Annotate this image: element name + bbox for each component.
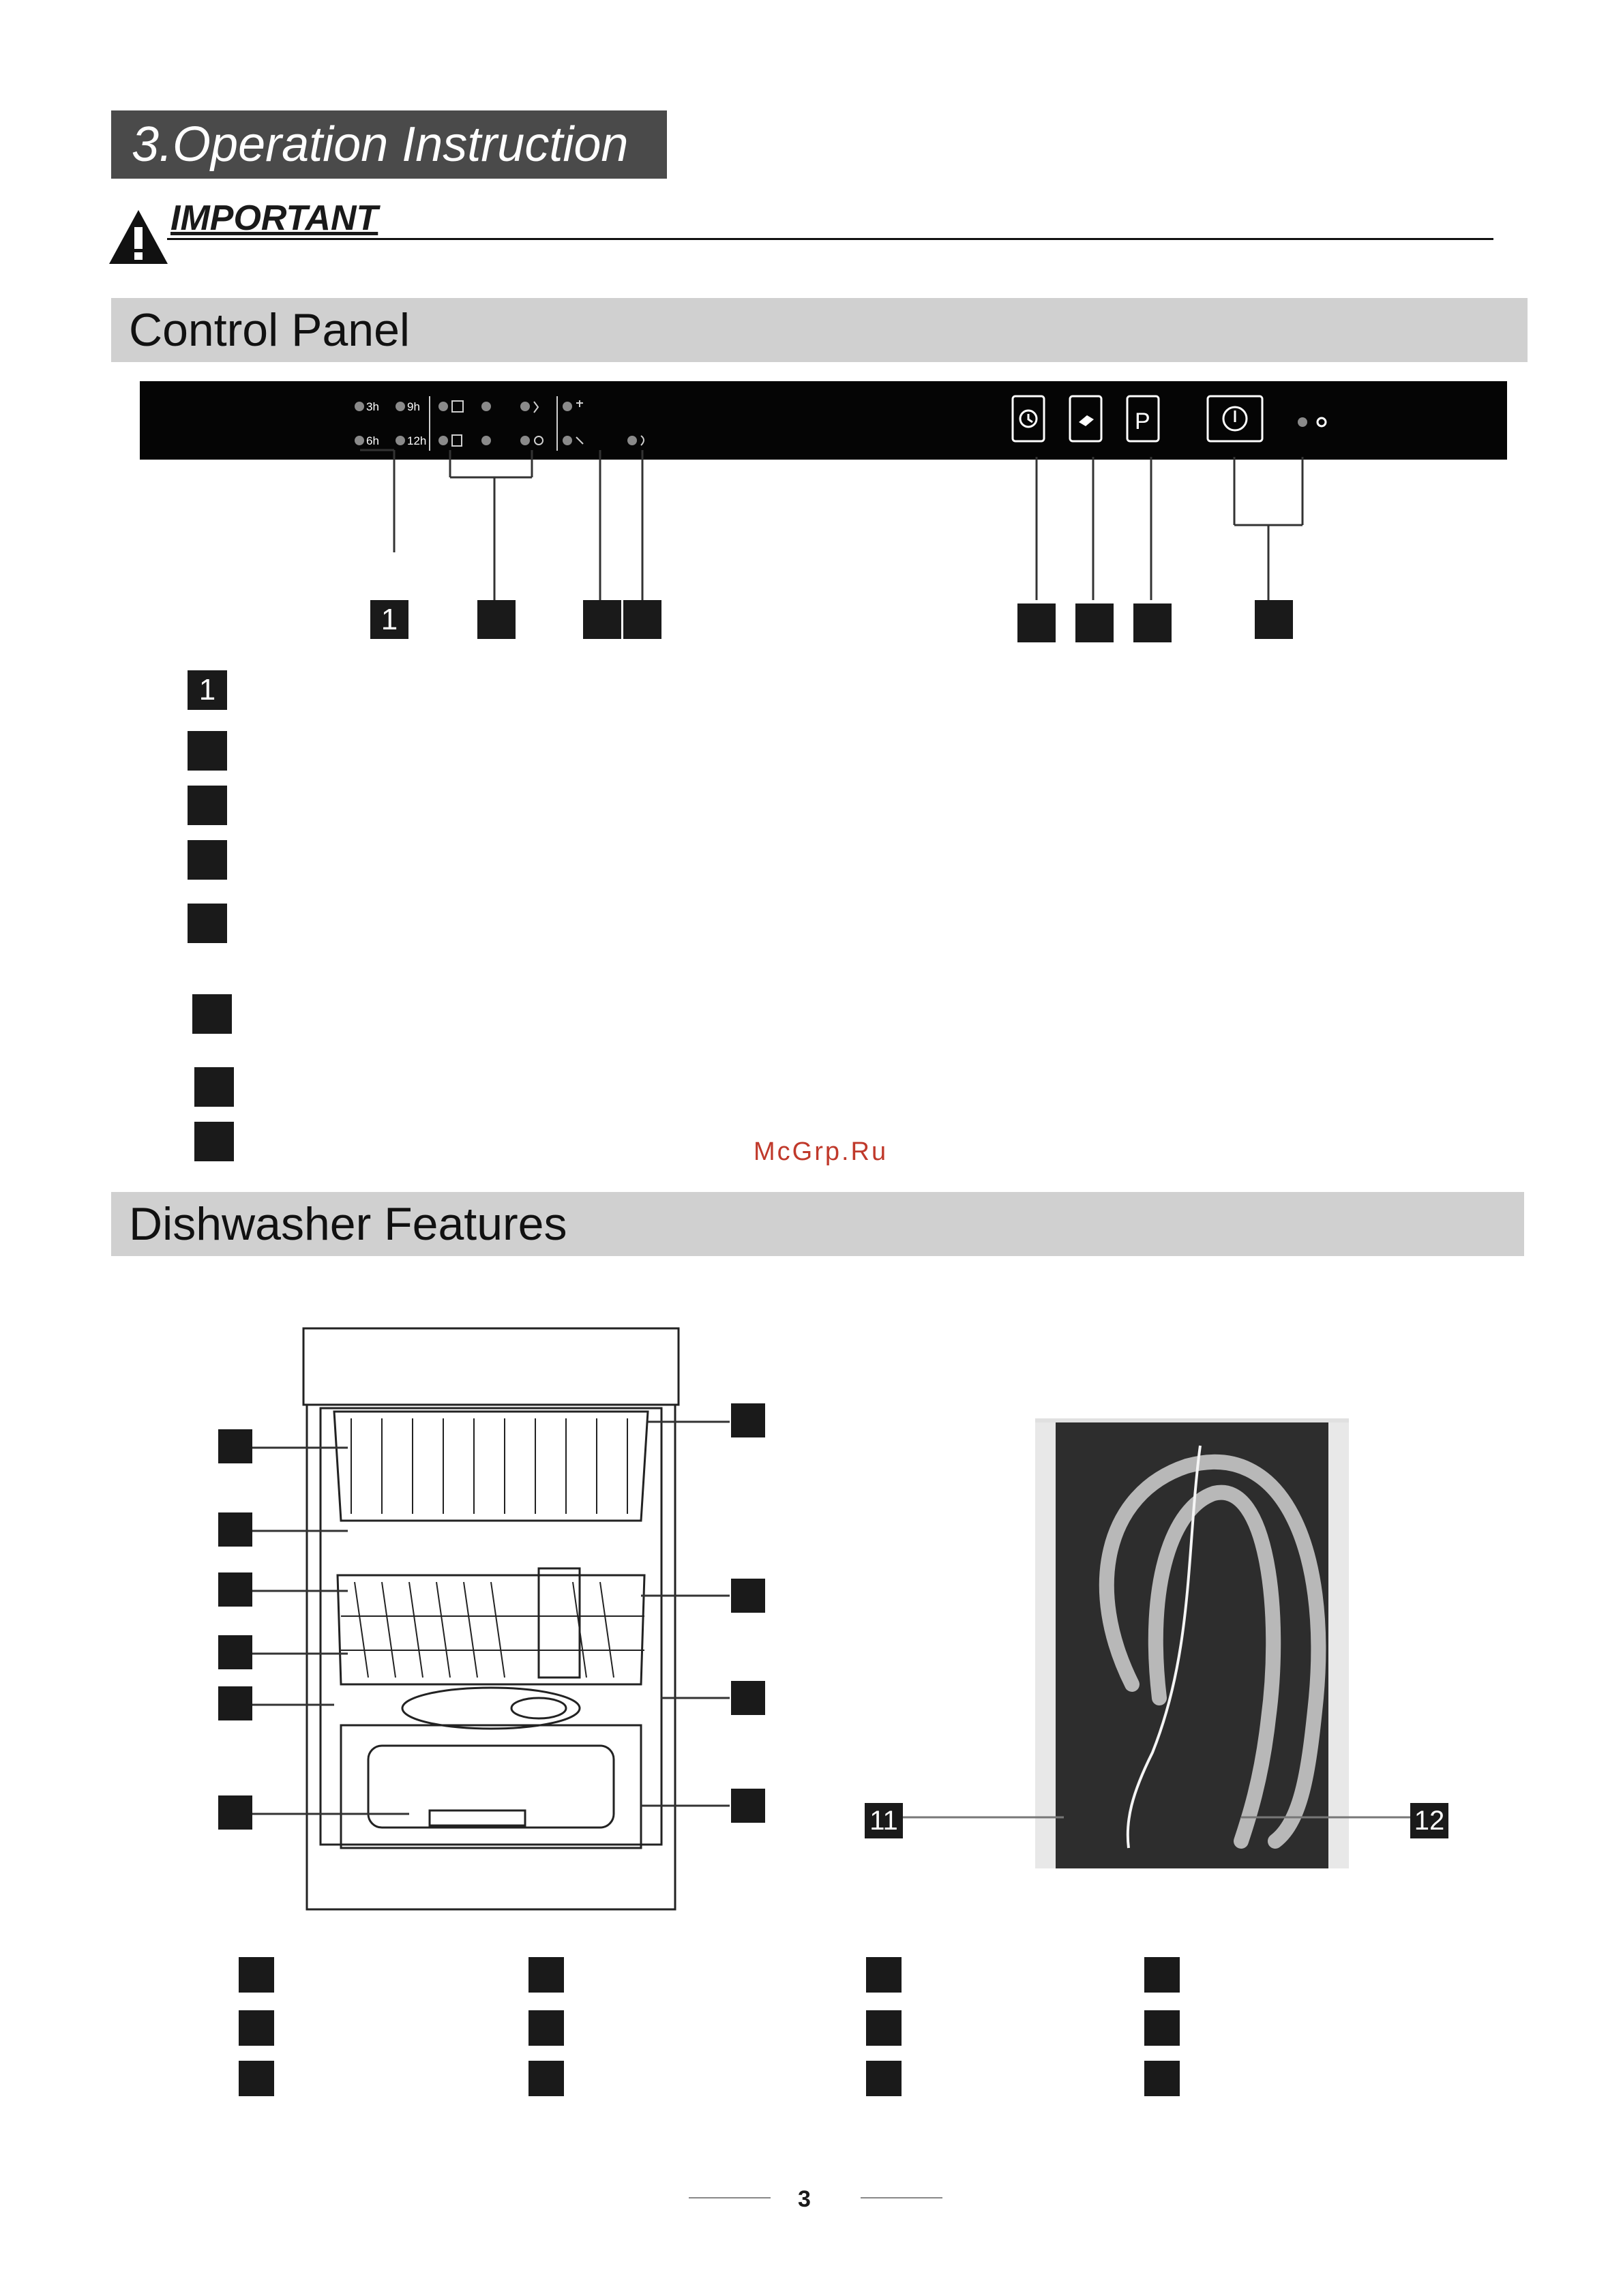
delay-12h-label: 12h bbox=[407, 434, 427, 447]
feature-legend-box bbox=[866, 1957, 902, 1993]
control-panel-callouts bbox=[0, 416, 1623, 648]
callout-box bbox=[1255, 600, 1293, 639]
delay-9h-label: 9h bbox=[407, 400, 420, 413]
watermark: McGrp.Ru bbox=[754, 1137, 889, 1166]
feature-callout-box bbox=[218, 1512, 252, 1547]
feature-legend-box bbox=[239, 2010, 274, 2046]
feature-callout-box bbox=[218, 1572, 252, 1607]
feature-legend-box bbox=[239, 1957, 274, 1993]
feature-legend-box bbox=[1144, 2010, 1180, 2046]
program-button-label: P bbox=[1135, 408, 1150, 434]
important-underline bbox=[167, 238, 1493, 240]
callout-box bbox=[1133, 603, 1172, 642]
callout-box-12: 12 bbox=[1410, 1803, 1448, 1838]
feature-callout-box bbox=[731, 1681, 765, 1715]
callout-box bbox=[1075, 603, 1114, 642]
callout-box bbox=[477, 600, 516, 639]
feature-legend-box bbox=[239, 2061, 274, 2096]
feature-legend-box bbox=[1144, 1957, 1180, 1993]
legend-box bbox=[192, 994, 232, 1034]
feature-legend-box bbox=[1144, 2061, 1180, 2096]
legend-box bbox=[188, 786, 227, 825]
dishwasher-front-illustration bbox=[205, 1316, 791, 1916]
section-title: 3.Operation Instruction bbox=[111, 110, 667, 179]
dishwasher-rear-photo bbox=[859, 1412, 1487, 1875]
callout-box bbox=[1017, 603, 1056, 642]
legend-box bbox=[188, 731, 227, 771]
feature-legend-box bbox=[528, 2010, 564, 2046]
footer-rule-right bbox=[861, 2197, 942, 2198]
feature-legend-box bbox=[528, 2061, 564, 2096]
callout-box-1: 1 bbox=[370, 600, 408, 639]
callout-box bbox=[623, 600, 661, 639]
feature-callout-box bbox=[218, 1429, 252, 1463]
feature-callout-box bbox=[731, 1403, 765, 1437]
feature-callout-box bbox=[731, 1789, 765, 1823]
feature-legend-box bbox=[528, 1957, 564, 1993]
feature-callout-box bbox=[731, 1579, 765, 1613]
warning-icon bbox=[108, 208, 169, 266]
feature-legend-box bbox=[866, 2010, 902, 2046]
control-panel-heading: Control Panel bbox=[111, 298, 1528, 362]
callout-box bbox=[583, 600, 621, 639]
feature-legend-box bbox=[866, 2061, 902, 2096]
feature-callout-box bbox=[218, 1686, 252, 1720]
callout-box-11: 11 bbox=[865, 1803, 903, 1838]
legend-box bbox=[188, 904, 227, 943]
delay-6h-label: 6h bbox=[366, 434, 379, 447]
page-number: 3 bbox=[798, 2186, 811, 2212]
feature-callout-box bbox=[218, 1795, 252, 1830]
features-heading: Dishwasher Features bbox=[111, 1192, 1524, 1256]
legend-box-1: 1 bbox=[188, 670, 227, 710]
important-heading: IMPORTANT bbox=[170, 198, 378, 238]
legend-box bbox=[194, 1122, 234, 1161]
legend-box bbox=[194, 1067, 234, 1107]
legend-box bbox=[188, 840, 227, 880]
delay-3h-label: 3h bbox=[366, 400, 379, 413]
footer-rule-left bbox=[689, 2197, 771, 2198]
feature-callout-box bbox=[218, 1635, 252, 1669]
